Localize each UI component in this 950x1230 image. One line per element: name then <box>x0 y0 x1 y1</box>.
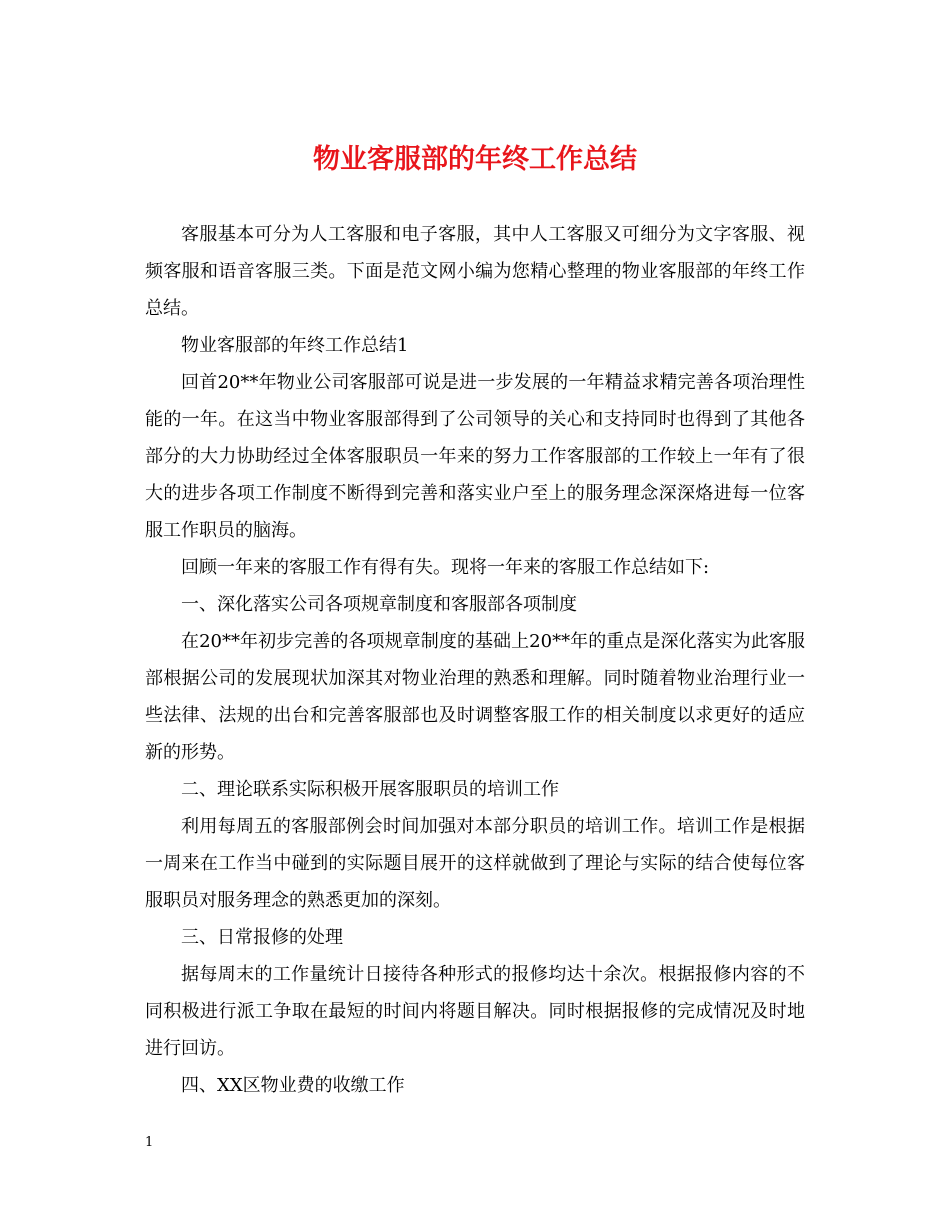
section-heading-3: 三、日常报修的处理 <box>181 927 343 948</box>
paragraph-intro: 客服基本可分为人工客服和电子客服，其中人工客服又可细分为文字客服、视频客服和语音客服三类。下面是范文网小编为您精心整理的物业客服部的年终工作总结。 <box>145 224 805 319</box>
paragraph-subtitle: 物业客服部的年终工作总结1 <box>181 335 409 356</box>
document-body <box>145 216 805 1104</box>
document-title: 物业客服部的年终工作总结 <box>313 144 637 175</box>
paragraph-section-3: 据每周末的工作量统计日接待各种形式的报修均达十余次。根据报修内容的不同积极进行派工争取在最短的时间内将题目解决。同时根据报修的完成情况及时地进行回访。 <box>145 964 805 1059</box>
paragraph-section-1: 在20**年初步完善的各项规章制度的基础上20**年的重点是深化落实为此客服部根据公司的发展现状加深其对物业治理的熟悉和理解。同时随着物业治理行业一些法律、法规的出台和完善客服部也及时调整客服工作的相关制度以求更好的适应新的形势。 <box>145 631 805 763</box>
page-number: 1 <box>145 1135 154 1150</box>
section-heading-4: 四、XX区物业费的收缴工作 <box>181 1075 405 1096</box>
section-heading-1: 一、深化落实公司各项规章制度和客服部各项制度 <box>181 594 577 615</box>
section-heading-2: 二、理论联系实际积极开展客服职员的培训工作 <box>181 779 559 800</box>
paragraph-summary-lead: 回顾一年来的客服工作有得有失。现将一年来的客服工作总结如下: <box>181 557 710 578</box>
paragraph-review: 回首20**年物业公司客服部可说是进一步发展的一年精益求精完善各项治理性能的一年。在这当中物业客服部得到了公司领导的关心和支持同时也得到了其他各部分的大力协助经过全体客服职员一年来的努力工作客服部的工作较上一年有了很大的进步各项工作制度不断得到完善和落实业户至上的服务理念深深烙进每一位客服工作职员的脑海。 <box>145 372 805 541</box>
paragraph-section-2: 利用每周五的客服部例会时间加强对本部分职员的培训工作。培训工作是根据一周来在工作当中碰到的实际题目展开的这样就做到了理论与实际的结合使每位客服职员对服务理念的熟悉更加的深刻。 <box>145 816 805 911</box>
